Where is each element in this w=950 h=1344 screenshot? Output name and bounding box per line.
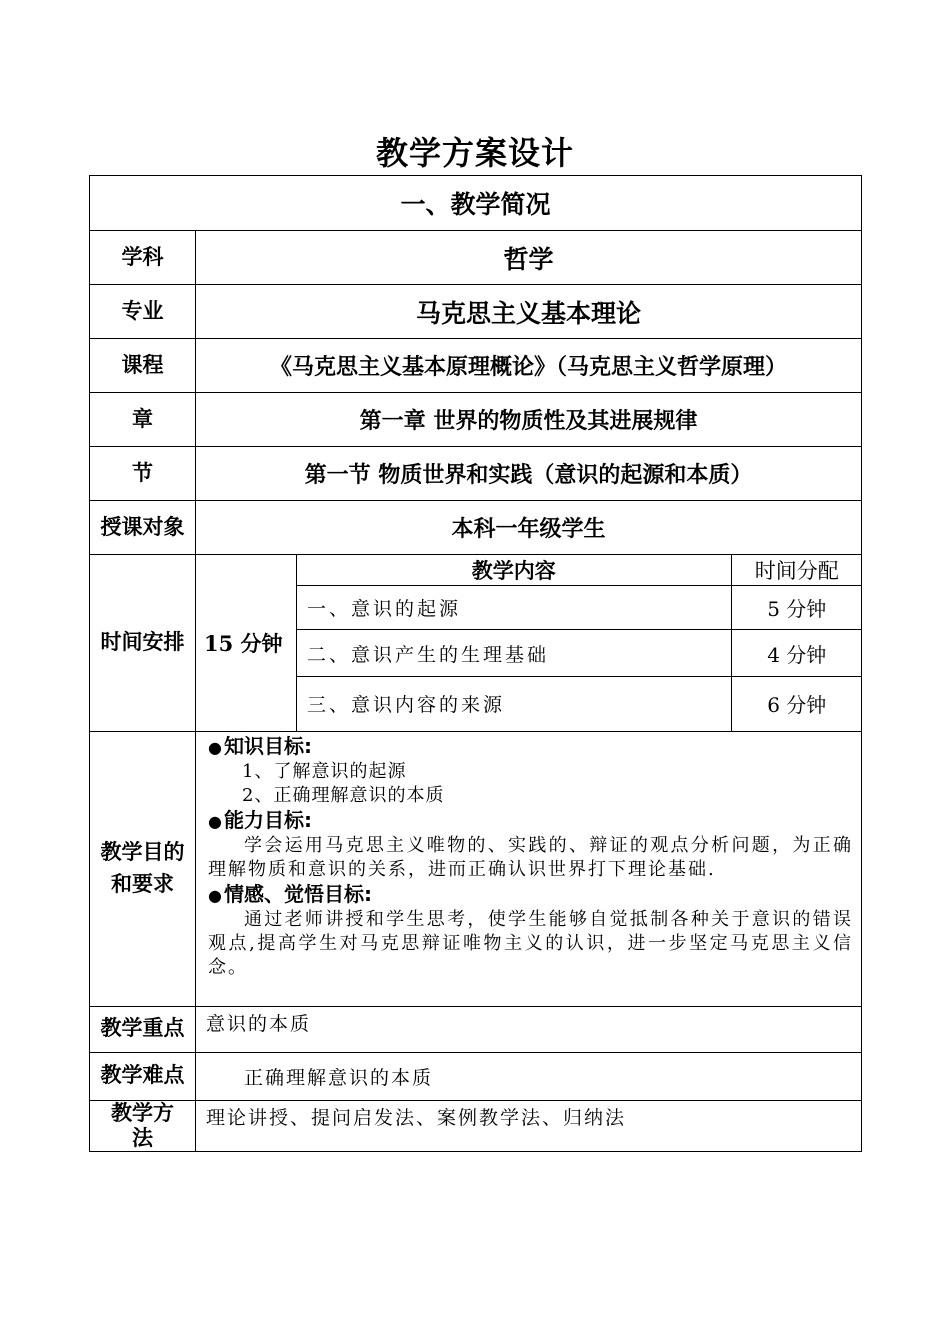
course-value: 《马克思主义基本原理概论》（马克思主义哲学原理） (196, 339, 862, 393)
schedule-total: 15 分钟 (196, 555, 297, 732)
audience-value: 本科一年级学生 (196, 501, 862, 555)
document-title: 教学方案设计 (375, 134, 574, 172)
chapter-row (90, 393, 862, 447)
schedule-row (90, 555, 862, 732)
objectives-label-line1: 教学目的 (100, 840, 185, 864)
teaching-plan-table (89, 175, 862, 1152)
emotion-text: 通过老师讲授和学生思考，使学生能够自觉抵制各种关于意识的错误观点,提高学生对马克思辩证唯物主义的认识，进一步坚定马克思主义信念。 (208, 908, 854, 978)
time-header: 时间分配 (731, 555, 862, 586)
subject-row (90, 231, 862, 285)
ability-heading (208, 808, 853, 834)
knowledge-heading-text: 知识目标: (223, 733, 312, 758)
emotion-heading-text: 情感、觉悟目标: (223, 881, 372, 906)
key-point-label: 教学重点 (90, 1006, 196, 1052)
section-label: 节 (90, 447, 196, 501)
key-point-row (90, 1006, 862, 1052)
audience-row (90, 501, 862, 555)
subject-label: 学科 (90, 231, 196, 285)
section-header-row (90, 176, 862, 231)
methods-label-line2: 法 (132, 1125, 153, 1150)
schedule-item-minutes: 5 分钟 (731, 586, 862, 630)
schedule-item-minutes: 4 分钟 (731, 630, 862, 677)
objectives-label (90, 731, 196, 1006)
major-row (90, 285, 862, 339)
schedule-item-content: 一、意识的起源 (297, 586, 731, 630)
methods-label-line1: 教学方 (111, 1101, 174, 1126)
schedule-item-content: 二、意识产生的生理基础 (297, 630, 731, 677)
subject-value: 哲学 (196, 231, 862, 285)
chapter-label: 章 (90, 393, 196, 447)
difficulty-label: 教学难点 (90, 1052, 196, 1100)
objectives-label-line2: 和要求 (111, 871, 174, 896)
schedule-item-minutes: 6 分钟 (731, 677, 862, 731)
major-value: 马克思主义基本理论 (196, 285, 862, 339)
content-header: 教学内容 (297, 555, 731, 586)
schedule-label: 时间安排 (90, 555, 196, 732)
major-label: 专业 (90, 285, 196, 339)
schedule-inner-table (297, 555, 862, 731)
emotion-heading (208, 882, 853, 908)
methods-label (90, 1100, 196, 1151)
course-label: 课程 (90, 339, 196, 393)
section-heading: 一、教学简况 (90, 176, 862, 231)
bullet-icon: ● (208, 811, 222, 831)
schedule-item (297, 586, 862, 630)
ability-heading-text: 能力目标: (223, 807, 312, 832)
section-row (90, 447, 862, 501)
difficulty-row (90, 1052, 862, 1100)
objectives-content (196, 731, 862, 1006)
chapter-value: 第一章 世界的物质性及其进展规律 (196, 393, 862, 447)
methods-value: 理论讲授、提问启发法、案例教学法、归纳法 (196, 1100, 862, 1151)
schedule-item (297, 677, 862, 731)
section-value: 第一节 物质世界和实践（意识的起源和本质） (196, 447, 862, 501)
knowledge-item: 1、了解意识的起源 (242, 760, 407, 782)
schedule-item (297, 630, 862, 677)
course-row (90, 339, 862, 393)
difficulty-value: 正确理解意识的本质 (196, 1052, 862, 1100)
methods-row (90, 1100, 862, 1151)
audience-label: 授课对象 (90, 501, 196, 555)
key-point-value: 意识的本质 (196, 1006, 862, 1052)
objectives-row (90, 731, 862, 1006)
bullet-icon: ● (208, 737, 222, 757)
knowledge-item: 2、正确理解意识的本质 (242, 784, 445, 806)
ability-text: 学会运用马克思主义唯物的、实践的、辩证的观点分析问题，为正确理解物质和意识的关系，进而正确认识世界打下理论基础. (208, 834, 854, 880)
knowledge-heading (208, 734, 853, 760)
bullet-icon: ● (208, 885, 222, 905)
schedule-item-content: 三、意识内容的来源 (307, 694, 506, 717)
schedule-detail (297, 555, 862, 732)
